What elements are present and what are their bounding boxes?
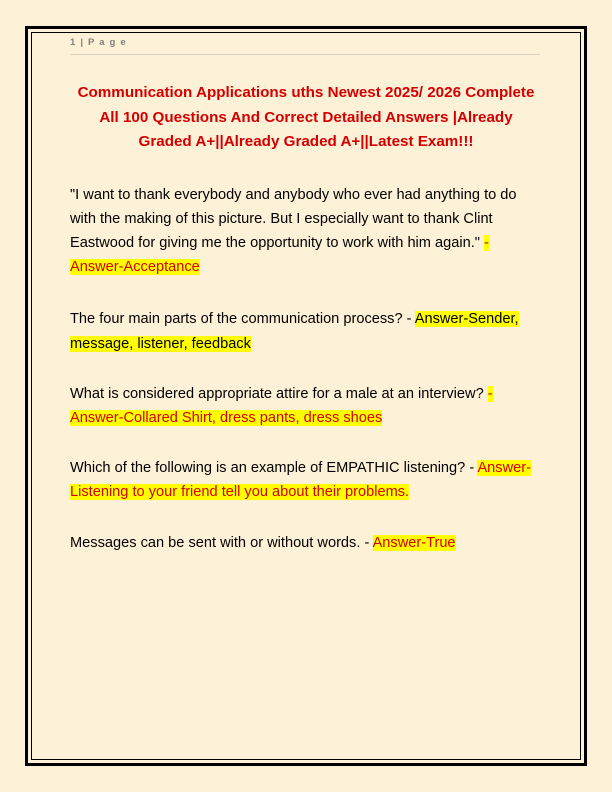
qa-item-5: [70, 531, 542, 555]
question-text-3: What is considered appropriate attire for a male at an interview?: [70, 385, 488, 402]
question-text-4: Which of the following is an example of EMPATHIC listening? -: [70, 460, 478, 477]
page-number-header: 1 | P a g e: [70, 37, 127, 48]
answer-text-5: Answer-True: [372, 534, 456, 551]
document-title: Communication Applications uths Newest 2025/ 2026 Complete All 100 Questions And Correct Detailed Answers |Already Graded A+||Already Graded A+||Latest Exam!!!: [77, 84, 535, 150]
answer-text-3: - Answer-Collared Shirt, dress pants, dress shoes: [70, 385, 493, 426]
qa-item-3: [70, 382, 542, 430]
question-text-1: "I want to thank everybody and anybody who ever had anything to do with the making of this picture. But I especially want to thank Clint Eastwood for giving me the opportunity to work with him again.": [70, 186, 517, 251]
qa-item-4: [70, 456, 542, 504]
answer-text-4: Answer-Listening to your friend tell you about their problems.: [70, 460, 531, 501]
question-text-5: Messages can be sent with or without words. -: [70, 534, 373, 551]
question-text-2: The four main parts of the communication process? -: [70, 311, 415, 328]
answer-text-2: Answer-Sender, message, listener, feedback: [70, 311, 519, 352]
answer-text-1: - Answer-Acceptance: [70, 234, 489, 276]
qa-item-1: [70, 183, 542, 280]
page-content: [70, 36, 542, 581]
header-divider: [70, 54, 540, 55]
qa-item-2: [70, 307, 542, 355]
